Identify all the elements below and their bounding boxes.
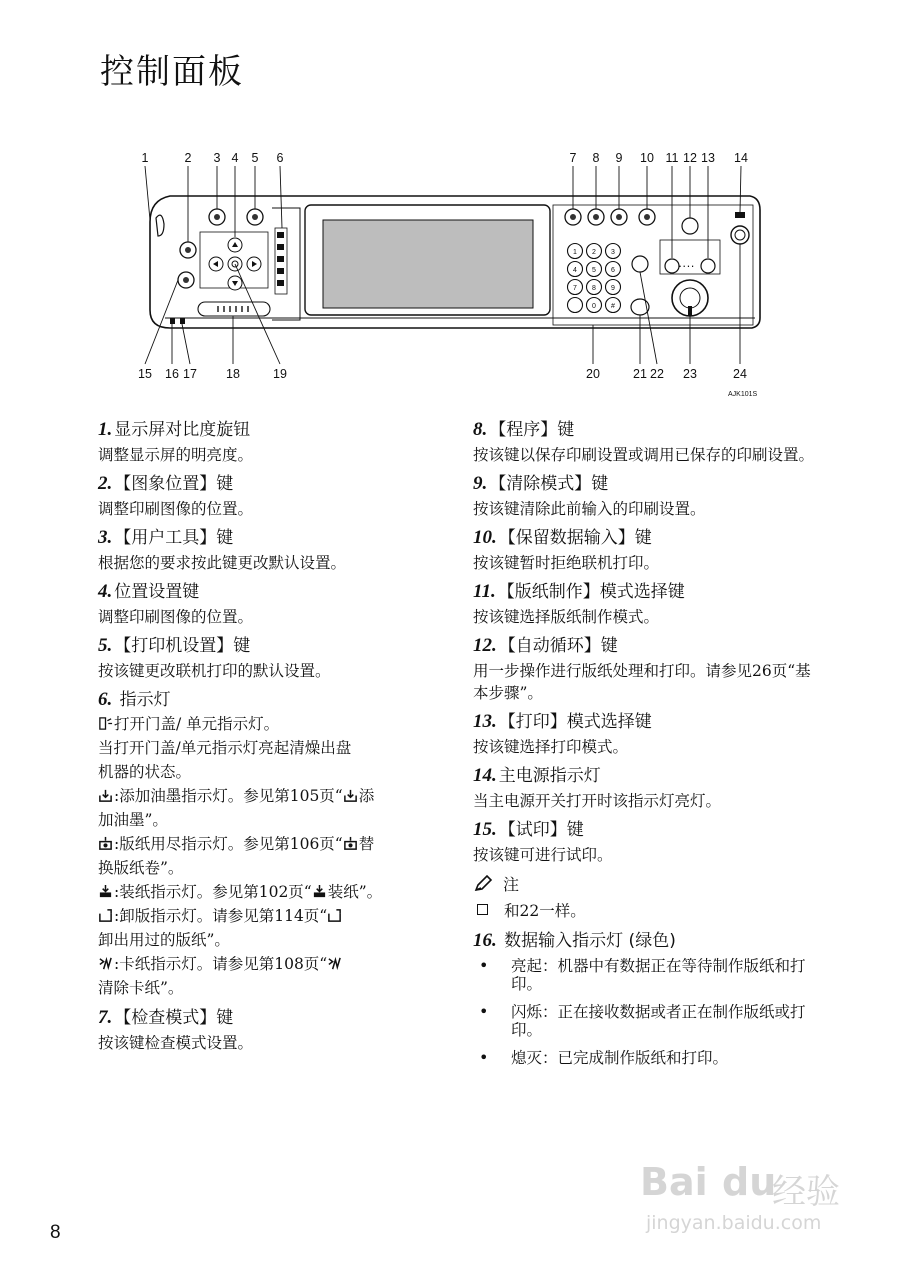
master-end-icon bbox=[343, 836, 358, 851]
item-7: 7. 【检查模式】键 按该键检查模式设置。 bbox=[98, 1007, 254, 1052]
item-1: 1. 显示屏对比度旋钮 调整显示屏的明亮度。 bbox=[98, 419, 254, 464]
image-position-button bbox=[180, 242, 196, 258]
item-6: 6. 指示灯 打开门盖/ 单元指示灯。 当打开门盖/单元指示灯亮起清燥出盘 机器的状态。 :添加油墨指示灯。参见第105页“ 添 加油墨”。 :版纸用尽指示灯。参见第106页“ 替 换版纸卷”。 :装纸指示灯。参见第102页“ 装纸”。 :卸版指示灯。请参见第114页“ 卸出用过的版纸”。 :卡纸指示灯。请参见第108页“ 清除卡纸”。 bbox=[98, 689, 383, 997]
user-tools-button bbox=[209, 209, 225, 225]
position-key-down bbox=[228, 276, 242, 290]
note-heading: 注 bbox=[473, 872, 823, 895]
load-paper-icon bbox=[98, 884, 113, 899]
hold-data-button bbox=[639, 209, 655, 225]
leader-line bbox=[280, 166, 282, 228]
item-11: 11. 【版纸制作】模式选择键 按该键选择版纸制作模式。 bbox=[473, 581, 685, 626]
position-key-up bbox=[228, 238, 242, 252]
callout-number: 10 bbox=[640, 151, 654, 165]
leader-line bbox=[182, 324, 190, 364]
item-4: 4. 位置设置键 调整印刷图像的位置。 bbox=[98, 581, 254, 626]
callout-number: 3 bbox=[213, 151, 221, 165]
program-button bbox=[588, 209, 604, 225]
master-making-button bbox=[665, 259, 679, 273]
item-10: 10. 【保留数据输入】键 按该键暂时拒绝联机打印。 bbox=[473, 527, 660, 572]
item-8: 8. 【程序】键 按该键以保存印刷设置或调用已保存的印刷设置。 bbox=[473, 419, 815, 464]
left-column bbox=[98, 418, 488, 1060]
auto-cycle-button bbox=[682, 218, 698, 234]
square-bullet-icon bbox=[477, 904, 488, 915]
callout-number: 1 bbox=[141, 151, 149, 165]
load-paper-icon bbox=[312, 884, 327, 899]
item-15: 15. 【试印】键 按该键可进行试印。 bbox=[473, 819, 613, 864]
callout-number: 19 bbox=[273, 367, 287, 381]
printing-mode-button bbox=[701, 259, 715, 273]
callout-number: 17 bbox=[183, 367, 197, 381]
bullet-off: • 熄灭：已完成制作版纸和打印。 bbox=[473, 1049, 823, 1067]
left-section-border bbox=[272, 208, 300, 320]
data-in-lamp bbox=[170, 318, 175, 324]
item-16: 16. 数据输入指示灯 (绿色) • 亮起：机器中有数据正在等待制作版纸和打印。 • 闪烁：正在接收数据或者正在制作版纸或打印。 • 熄灭：已完成制作版纸和打印。 bbox=[473, 929, 823, 1067]
keypad-key-label: 4 bbox=[573, 267, 577, 274]
number-keypad bbox=[568, 244, 621, 313]
keypad-key bbox=[568, 298, 583, 313]
position-key-left bbox=[209, 257, 223, 271]
misfeed-icon bbox=[327, 956, 342, 971]
callout-number: 5 bbox=[251, 151, 259, 165]
dots: ···· bbox=[678, 259, 695, 273]
callout-number: 14 bbox=[734, 151, 748, 165]
note-line: 和22一样。 bbox=[473, 899, 823, 921]
indicator-lamps bbox=[277, 232, 284, 286]
empty-master-icon bbox=[98, 908, 113, 923]
callout-number: 4 bbox=[231, 151, 239, 165]
keypad-key-label: 2 bbox=[592, 249, 596, 256]
keypad-key-label: 1 bbox=[573, 249, 577, 256]
callout-number: 21 bbox=[633, 367, 647, 381]
contrast-knob bbox=[156, 215, 164, 236]
item-2: 2. 【图象位置】键 调整印刷图像的位置。 bbox=[98, 473, 254, 518]
baidu-watermark: Bai du 经验 jingyan.baidu.com bbox=[640, 1160, 840, 1234]
clear-modes-button bbox=[611, 209, 627, 225]
main-power-lamp bbox=[735, 212, 745, 218]
control-panel-diagram bbox=[0, 0, 906, 410]
speed-slider bbox=[198, 302, 270, 316]
right-column bbox=[473, 418, 823, 1077]
figure-id: AJK101S bbox=[728, 391, 758, 398]
item-5: 5. 【打印机设置】键 按该键更改联机打印的默认设置。 bbox=[98, 635, 331, 680]
keypad-key-label: 3 bbox=[611, 249, 615, 256]
page-title: 控制面板 bbox=[100, 52, 244, 92]
keypad-key-label: 7 bbox=[573, 285, 577, 292]
callout-number: 9 bbox=[615, 151, 623, 165]
item-3: 3. 【用户工具】键 根据您的要求按此键更改默认设置。 bbox=[98, 527, 347, 572]
add-ink-icon bbox=[98, 788, 113, 803]
callout-number: 23 bbox=[683, 367, 697, 381]
callout-number: 2 bbox=[184, 151, 192, 165]
item-13: 13. 【打印】模式选择键 按该键选择打印模式。 bbox=[473, 711, 652, 756]
pencil-icon bbox=[473, 875, 493, 893]
display-screen bbox=[323, 220, 533, 308]
callout-number: 18 bbox=[226, 367, 240, 381]
item-16-bullets bbox=[473, 957, 823, 1067]
proof-print-button bbox=[178, 272, 194, 288]
bullet-on: • 亮起：机器中有数据正在等待制作版纸和打印。 bbox=[473, 957, 823, 993]
open-cover-icon bbox=[98, 716, 113, 731]
callout-number: 6 bbox=[276, 151, 284, 165]
start-key bbox=[672, 280, 708, 316]
error-lamp bbox=[180, 318, 185, 324]
main-power-button bbox=[731, 226, 749, 244]
callout-number: 13 bbox=[701, 151, 715, 165]
keypad-key-label: 9 bbox=[611, 285, 615, 292]
empty-master-icon bbox=[327, 908, 342, 923]
callout-number: 7 bbox=[569, 151, 577, 165]
keypad-key-label: 5 bbox=[592, 267, 596, 274]
check-modes-button bbox=[565, 209, 581, 225]
callout-number: 24 bbox=[733, 367, 747, 381]
callout-number: 11 bbox=[665, 151, 679, 165]
item-14: 14. 主电源指示灯 当主电源开关打开时该指示灯亮灯。 bbox=[473, 765, 722, 810]
keypad-key-label: # bbox=[611, 303, 615, 310]
keypad-key-label: 6 bbox=[611, 267, 615, 274]
add-ink-icon bbox=[343, 788, 358, 803]
callout-number: 20 bbox=[586, 367, 600, 381]
item-12: 12. 【自动循环】键 用一步操作进行版纸处理和打印。请参见26页“基本步骤”。 bbox=[473, 635, 811, 702]
callouts-top bbox=[142, 151, 748, 165]
callout-number: 22 bbox=[650, 367, 664, 381]
printer-settings-button bbox=[247, 209, 263, 225]
callouts-bottom bbox=[138, 367, 747, 381]
callout-number: 16 bbox=[165, 367, 179, 381]
callout-number: 12 bbox=[683, 151, 697, 165]
page-number: 8 bbox=[50, 1222, 61, 1243]
misfeed-icon bbox=[98, 956, 113, 971]
keypad-key-label: 0 bbox=[592, 303, 596, 310]
leader-line bbox=[145, 166, 150, 220]
position-key-right bbox=[247, 257, 261, 271]
program-recall-button bbox=[632, 256, 648, 272]
master-end-icon bbox=[98, 836, 113, 851]
callout-number: 15 bbox=[138, 367, 152, 381]
callout-number: 8 bbox=[592, 151, 600, 165]
item-9: 9. 【清除模式】键 按该键清除此前输入的印刷设置。 bbox=[473, 473, 706, 518]
keypad-key-label: 8 bbox=[592, 285, 596, 292]
bullet-blinking: • 闪烁：正在接收数据或者正在制作版纸或打印。 bbox=[473, 1003, 823, 1039]
